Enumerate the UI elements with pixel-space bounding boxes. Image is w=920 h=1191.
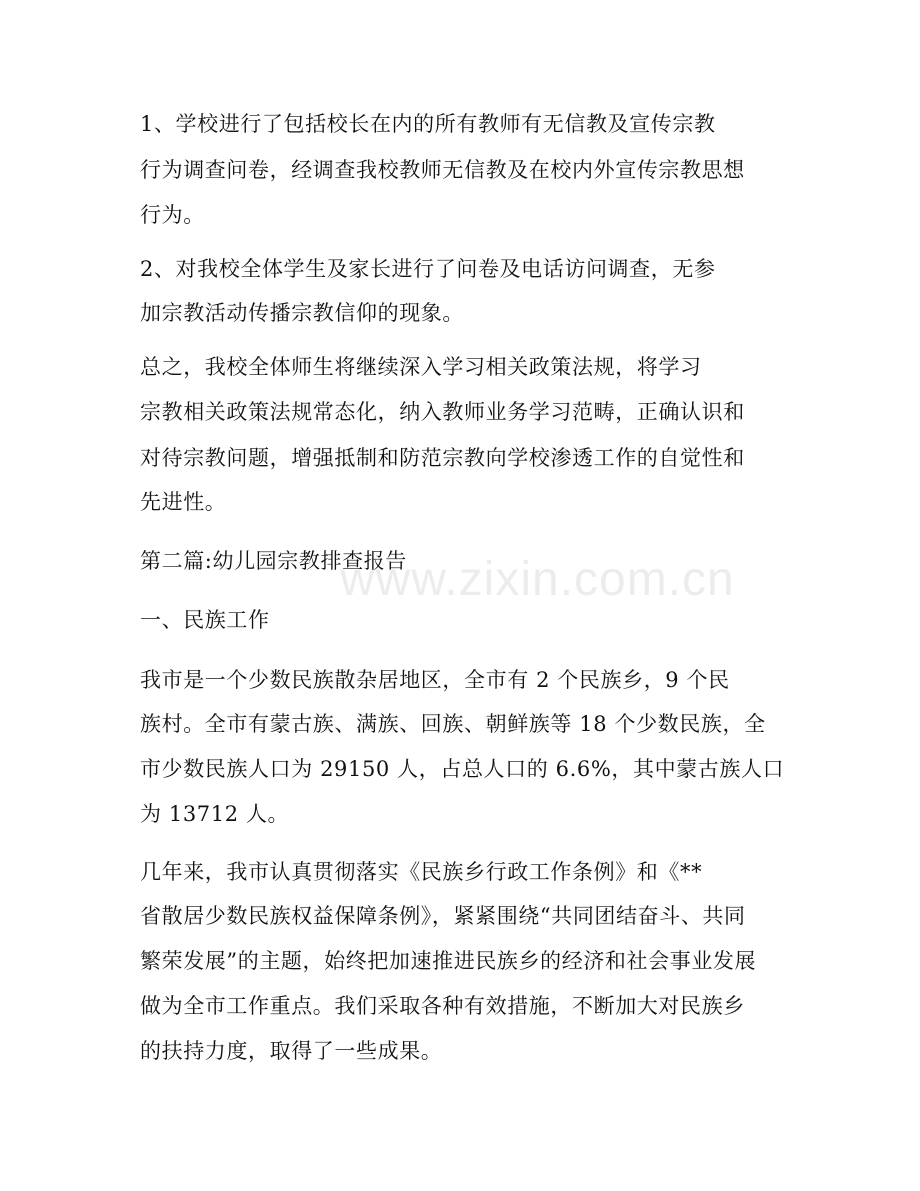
section-heading-ethnic-work: 一、民族工作: [140, 608, 270, 632]
paragraph-5-line-5: 的扶持力度，取得了一些成果。: [140, 1039, 443, 1063]
paragraph-5-line-4: 做为全市工作重点。我们采取各种有效措施，不断加大对民族乡: [140, 994, 745, 1018]
paragraph-4-line-4: 为 13712 人。: [140, 802, 290, 826]
paragraph-5-line-2: 省散居少数民族权益保障条例》，紧紧围绕“共同团结奋斗、共同: [140, 904, 746, 928]
paragraph-5-line-3: 繁荣发展”的主题，始终把加速推进民族乡的经济和社会事业发展: [140, 949, 757, 973]
paragraph-1-line-1: 1、学校进行了包括校长在内的所有教师有无信教及宣传宗教: [140, 112, 716, 136]
paragraph-1-line-3: 行为。: [140, 203, 205, 227]
paragraph-1-line-2: 行为调查问卷，经调查我校教师无信教及在校内外宣传宗教思想: [140, 158, 745, 182]
paragraph-3-line-1: 总之，我校全体师生将继续深入学习相关政策法规，将学习: [140, 355, 702, 379]
paragraph-4-line-3: 市少数民族人口为 29150 人，占总人口的 6.6%，其中蒙古族人口: [140, 757, 785, 781]
paragraph-3-line-4: 先进性。: [140, 490, 227, 514]
paragraph-2-line-1: 2、对我校全体学生及家长进行了问卷及电话访问调查，无参: [140, 257, 716, 281]
paragraph-4-line-2: 族村。全市有蒙古族、满族、回族、朝鲜族等 18 个少数民族，全: [140, 712, 766, 736]
paragraph-3-line-3: 对待宗教问题，增强抵制和防范宗教向学校渗透工作的自觉性和: [140, 446, 745, 470]
paragraph-2-line-2: 加宗教活动传播宗教信仰的现象。: [140, 301, 464, 325]
section-heading-second-article: 第二篇:幼儿园宗教排查报告: [140, 549, 407, 573]
watermark: www.zixin.com.cn: [340, 553, 735, 606]
paragraph-5-line-1: 几年来，我市认真贯彻落实《民族乡行政工作条例》和《**: [140, 860, 703, 884]
paragraph-3-line-2: 宗教相关政策法规常态化，纳入教师业务学习范畴，正确认识和: [140, 400, 745, 424]
paragraph-4-line-1: 我市是一个少数民族散杂居地区，全市有 2 个民族乡，9 个民: [140, 668, 730, 692]
